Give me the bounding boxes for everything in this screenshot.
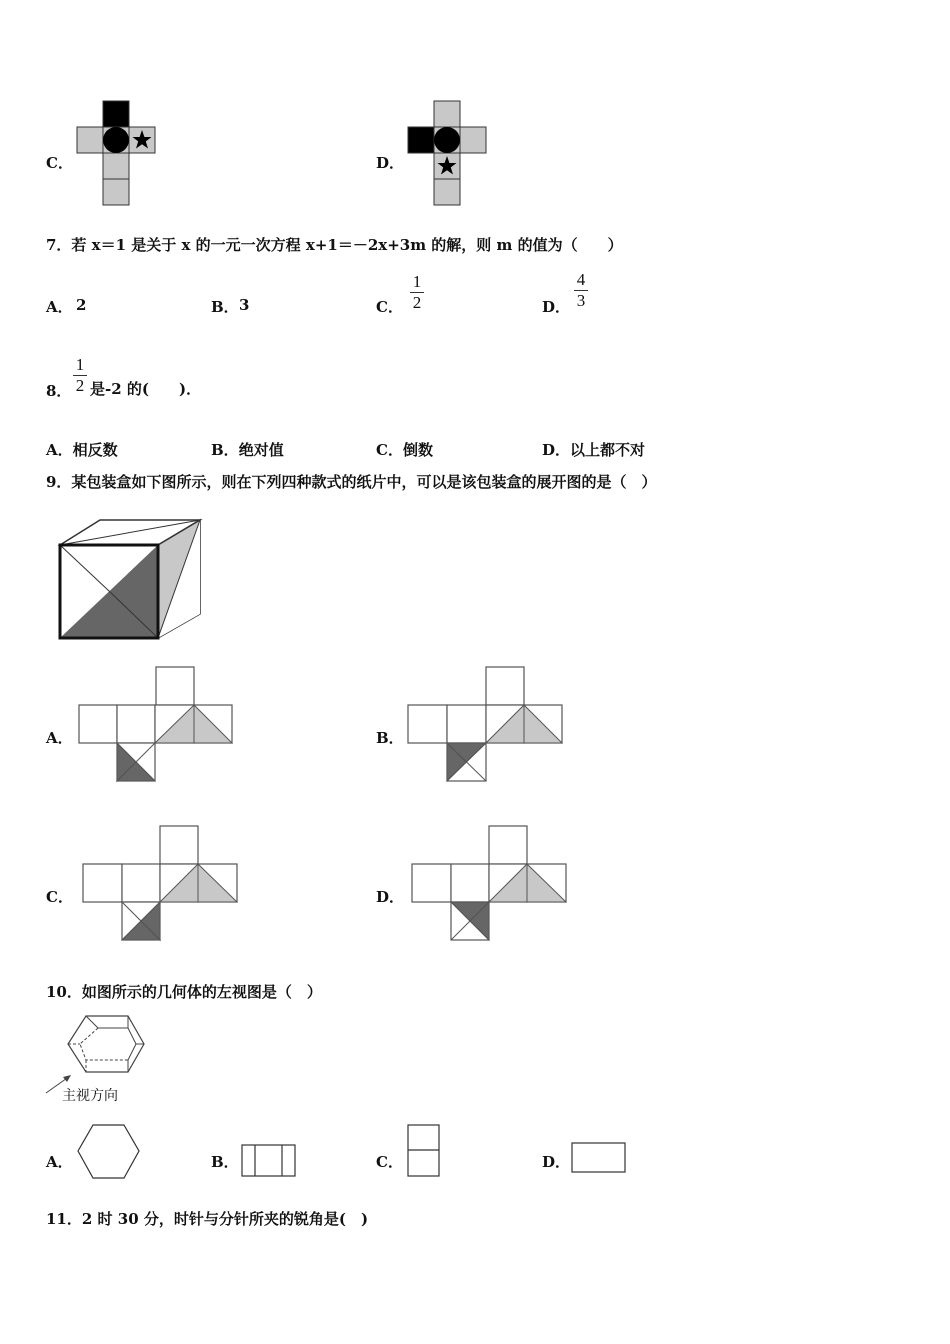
q9-option-a-label: A． — [46, 729, 73, 747]
q6-option-c-net[interactable] — [76, 100, 158, 208]
q10-option-c-label: C． — [376, 1153, 403, 1171]
hexagon-icon — [78, 1125, 139, 1178]
q8-stem: 是-2 的( )． — [90, 380, 202, 398]
q8-fraction — [73, 356, 87, 395]
q10-option-a-label: A． — [46, 1153, 73, 1171]
q10-direction-label: 主视方向 — [62, 1088, 118, 1104]
q8-number: 8． — [46, 382, 72, 400]
q9-option-c-net[interactable] — [82, 825, 240, 943]
q9-box-figure — [56, 516, 206, 642]
q7-option-c-label: C． — [376, 298, 403, 316]
q7-option-a-label: A． — [46, 298, 73, 316]
q7-option-a-value: 2 — [76, 296, 87, 314]
q9-option-d-net[interactable] — [411, 825, 569, 943]
q7-option-c-fraction — [410, 273, 424, 312]
q7-option-d-fraction — [574, 271, 588, 310]
q10-option-a-shape[interactable] — [77, 1124, 141, 1180]
q9-option-c-label: C． — [46, 888, 73, 906]
q6-option-d-net[interactable] — [406, 100, 488, 208]
q6-option-c-label: C． — [46, 154, 73, 172]
fraction-denominator: 2 — [412, 293, 422, 312]
fraction-numerator: 1 — [75, 355, 85, 374]
q7-stem: 7．若 x＝1 是关于 x 的一元一次方程 x+1＝－2x+3m 的解，则 m 的值为（ ） — [46, 236, 623, 254]
q9-option-b-label: B． — [376, 729, 404, 747]
q10-option-b-label: B． — [211, 1153, 239, 1171]
fraction-denominator: 3 — [576, 291, 586, 310]
q9-option-d-label: D． — [376, 888, 405, 906]
q7-option-b-label: B． — [211, 298, 239, 316]
q10-option-d-shape[interactable] — [571, 1142, 627, 1174]
q7-option-b-value: 3 — [239, 296, 250, 314]
q8-option-a: A．相反数 — [46, 441, 118, 459]
q8-option-c: C．倒数 — [376, 441, 433, 459]
q11-stem: 11．2 时 30 分，时针与分针所夹的锐角是( ) — [46, 1210, 369, 1228]
circle-icon — [103, 127, 129, 153]
q10-stem: 10．如图所示的几何体的左视图是（ ） — [46, 983, 322, 1001]
q7-option-d-label: D． — [542, 298, 571, 316]
q10-option-d-label: D． — [542, 1153, 571, 1171]
q9-stem: 9．某包装盒如下图所示，则在下列四种款式的纸片中，可以是该包装盒的展开图的是（ ） — [46, 473, 657, 491]
q6-option-d-label: D． — [376, 154, 405, 172]
q8-option-d: D．以上都不对 — [542, 441, 646, 459]
circle-icon — [434, 127, 460, 153]
q8-option-b: B．绝对值 — [211, 441, 284, 459]
fraction-numerator: 1 — [412, 272, 422, 291]
q9-option-a-net[interactable] — [78, 666, 234, 784]
q10-option-b-shape[interactable] — [241, 1144, 297, 1178]
q9-option-b-net[interactable] — [407, 666, 565, 784]
fraction-denominator: 2 — [75, 376, 85, 395]
fraction-numerator: 4 — [576, 270, 586, 289]
q10-option-c-shape[interactable] — [407, 1124, 441, 1178]
